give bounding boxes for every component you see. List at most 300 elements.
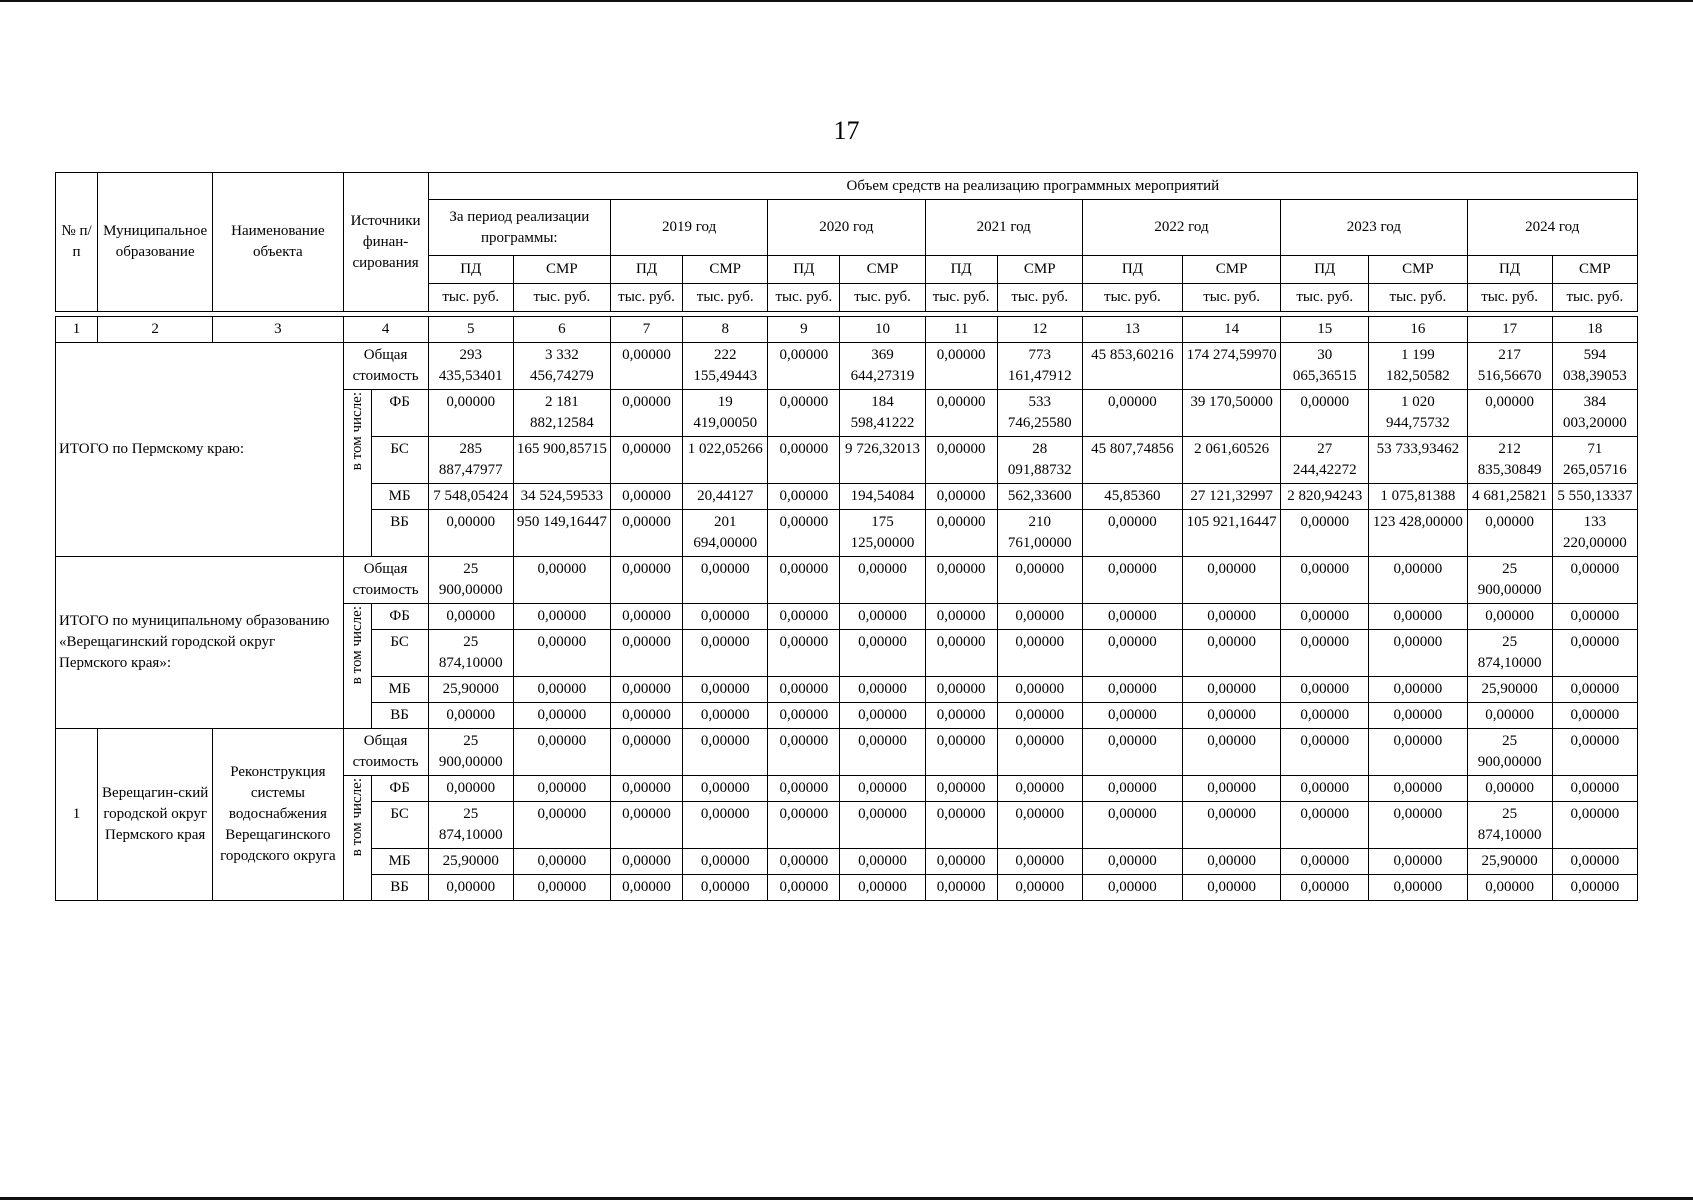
value-cell: 0,00000 — [997, 776, 1082, 802]
value-cell: 0,00000 — [925, 630, 997, 677]
source-label: МБ — [371, 484, 428, 510]
value-cell: 27 244,42272 — [1281, 437, 1369, 484]
header-pd: ПД — [768, 256, 840, 284]
value-cell: 19 419,00050 — [683, 390, 768, 437]
value-cell: 0,00000 — [768, 776, 840, 802]
value-cell: 285 887,47977 — [428, 437, 513, 484]
value-cell: 0,00000 — [768, 437, 840, 484]
value-cell: 0,00000 — [683, 604, 768, 630]
header-smr: СМР — [1183, 256, 1281, 284]
value-cell: 0,00000 — [1082, 875, 1182, 901]
source-label: Общая стоимость — [343, 557, 428, 604]
source-label: БС — [371, 630, 428, 677]
header-unit: тыс. руб. — [768, 284, 840, 312]
header-period: За период реализации программы: — [428, 200, 610, 256]
column-number: 4 — [343, 317, 428, 343]
value-cell: 0,00000 — [610, 437, 682, 484]
header-year: 2021 год — [925, 200, 1082, 256]
value-cell: 25,90000 — [428, 677, 513, 703]
value-cell: 1 199 182,50582 — [1369, 343, 1467, 390]
header-unit: тыс. руб. — [840, 284, 925, 312]
value-cell: 0,00000 — [1369, 677, 1467, 703]
value-cell: 0,00000 — [997, 557, 1082, 604]
value-cell: 25 874,10000 — [428, 802, 513, 849]
in-total-label: в том числе: — [348, 392, 365, 471]
value-cell: 0,00000 — [683, 557, 768, 604]
value-cell: 0,00000 — [1552, 849, 1637, 875]
column-number: 5 — [428, 317, 513, 343]
value-cell: 0,00000 — [840, 557, 925, 604]
value-cell: 0,00000 — [997, 849, 1082, 875]
value-cell: 0,00000 — [683, 849, 768, 875]
value-cell: 2 061,60526 — [1183, 437, 1281, 484]
value-cell: 45 807,74856 — [1082, 437, 1182, 484]
header-num: № п/п — [56, 173, 98, 312]
header-unit: тыс. руб. — [683, 284, 768, 312]
value-cell: 0,00000 — [1369, 875, 1467, 901]
value-cell: 0,00000 — [997, 677, 1082, 703]
value-cell: 25 900,00000 — [1467, 557, 1552, 604]
column-number: 10 — [840, 317, 925, 343]
object-number: 1 — [56, 729, 98, 901]
header-source: Источники финан-сирования — [343, 173, 428, 312]
value-cell: 0,00000 — [1467, 703, 1552, 729]
value-cell: 0,00000 — [428, 510, 513, 557]
value-cell: 0,00000 — [925, 557, 997, 604]
value-cell: 0,00000 — [610, 390, 682, 437]
value-cell: 184 598,41222 — [840, 390, 925, 437]
header-smr: СМР — [840, 256, 925, 284]
value-cell: 0,00000 — [1082, 510, 1182, 557]
source-label: ВБ — [371, 875, 428, 901]
value-cell: 0,00000 — [1369, 802, 1467, 849]
value-cell: 0,00000 — [1183, 703, 1281, 729]
header-pd: ПД — [1467, 256, 1552, 284]
value-cell: 0,00000 — [428, 875, 513, 901]
source-label: БС — [371, 802, 428, 849]
value-cell: 53 733,93462 — [1369, 437, 1467, 484]
value-cell: 0,00000 — [1369, 703, 1467, 729]
column-number: 17 — [1467, 317, 1552, 343]
column-number: 12 — [997, 317, 1082, 343]
value-cell: 4 681,25821 — [1467, 484, 1552, 510]
value-cell: 0,00000 — [1183, 557, 1281, 604]
value-cell: 105 921,16447 — [1183, 510, 1281, 557]
column-number: 9 — [768, 317, 840, 343]
value-cell: 0,00000 — [925, 703, 997, 729]
source-label: ВБ — [371, 510, 428, 557]
source-label: ФБ — [371, 776, 428, 802]
column-number: 13 — [1082, 317, 1182, 343]
value-cell: 0,00000 — [768, 484, 840, 510]
value-cell: 0,00000 — [513, 557, 610, 604]
value-cell: 194,54084 — [840, 484, 925, 510]
source-label: Общая стоимость — [343, 343, 428, 390]
value-cell: 0,00000 — [683, 677, 768, 703]
value-cell: 0,00000 — [1467, 875, 1552, 901]
object-municipality: Верещагин-ский городской округ Пермского края — [98, 729, 213, 901]
header-smr: СМР — [997, 256, 1082, 284]
value-cell: 0,00000 — [1281, 729, 1369, 776]
column-number-row — [56, 317, 1638, 343]
value-cell: 0,00000 — [840, 604, 925, 630]
value-cell: 0,00000 — [768, 510, 840, 557]
value-cell: 0,00000 — [768, 849, 840, 875]
column-number: 3 — [213, 317, 343, 343]
value-cell: 0,00000 — [1467, 604, 1552, 630]
block-total-label: ИТОГО по Пермскому краю: — [56, 343, 344, 557]
source-label: ФБ — [371, 604, 428, 630]
value-cell: 0,00000 — [840, 802, 925, 849]
value-cell: 0,00000 — [683, 802, 768, 849]
value-cell: 0,00000 — [683, 703, 768, 729]
value-cell: 0,00000 — [1281, 703, 1369, 729]
value-cell: 27 121,32997 — [1183, 484, 1281, 510]
value-cell: 0,00000 — [1183, 776, 1281, 802]
value-cell: 45,85360 — [1082, 484, 1182, 510]
header-pd: ПД — [428, 256, 513, 284]
value-cell: 25 874,10000 — [1467, 802, 1552, 849]
value-cell: 0,00000 — [1281, 510, 1369, 557]
value-cell: 0,00000 — [513, 875, 610, 901]
value-cell: 0,00000 — [1082, 802, 1182, 849]
value-cell: 25 874,10000 — [1467, 630, 1552, 677]
source-label: Общая стоимость — [343, 729, 428, 776]
header-unit: тыс. руб. — [997, 284, 1082, 312]
value-cell: 0,00000 — [925, 510, 997, 557]
header-unit: тыс. руб. — [1552, 284, 1637, 312]
value-cell: 0,00000 — [610, 776, 682, 802]
value-cell: 0,00000 — [840, 729, 925, 776]
value-cell: 0,00000 — [925, 776, 997, 802]
header-unit: тыс. руб. — [1369, 284, 1467, 312]
value-cell: 0,00000 — [997, 703, 1082, 729]
value-cell: 0,00000 — [428, 390, 513, 437]
value-cell: 25 900,00000 — [428, 729, 513, 776]
value-cell: 34 524,59533 — [513, 484, 610, 510]
value-cell: 0,00000 — [1552, 729, 1637, 776]
value-cell: 0,00000 — [1281, 557, 1369, 604]
header-unit: тыс. руб. — [513, 284, 610, 312]
value-cell: 0,00000 — [610, 484, 682, 510]
column-number: 7 — [610, 317, 682, 343]
header-smr: СМР — [1369, 256, 1467, 284]
value-cell: 0,00000 — [513, 802, 610, 849]
value-cell: 0,00000 — [1369, 729, 1467, 776]
value-cell: 0,00000 — [840, 630, 925, 677]
value-cell: 0,00000 — [1552, 677, 1637, 703]
header-unit: тыс. руб. — [1183, 284, 1281, 312]
value-cell: 0,00000 — [1552, 802, 1637, 849]
value-cell: 0,00000 — [513, 703, 610, 729]
value-cell: 0,00000 — [513, 729, 610, 776]
header-year: 2024 год — [1467, 200, 1638, 256]
value-cell: 1 022,05266 — [683, 437, 768, 484]
value-cell: 0,00000 — [1552, 875, 1637, 901]
in-total-cell — [343, 390, 371, 557]
value-cell: 0,00000 — [1281, 630, 1369, 677]
financing-table — [55, 172, 1638, 901]
value-cell: 0,00000 — [768, 802, 840, 849]
value-cell: 0,00000 — [513, 677, 610, 703]
value-cell: 0,00000 — [1082, 630, 1182, 677]
value-cell: 0,00000 — [1369, 849, 1467, 875]
value-cell: 0,00000 — [925, 484, 997, 510]
value-cell: 0,00000 — [1082, 729, 1182, 776]
value-cell: 212 835,30849 — [1467, 437, 1552, 484]
value-cell: 0,00000 — [1552, 776, 1637, 802]
block-total-label: ИТОГО по муниципальному образованию «Верещагинский городской округ Пермского края»: — [56, 557, 344, 729]
value-cell: 0,00000 — [925, 729, 997, 776]
column-number: 18 — [1552, 317, 1637, 343]
value-cell: 2 181 882,12584 — [513, 390, 610, 437]
value-cell: 0,00000 — [997, 729, 1082, 776]
value-cell: 0,00000 — [768, 630, 840, 677]
header-volume: Объем средств на реализацию программных мероприятий — [428, 173, 1637, 200]
value-cell: 0,00000 — [1281, 390, 1369, 437]
value-cell: 0,00000 — [1467, 510, 1552, 557]
value-cell: 0,00000 — [610, 557, 682, 604]
value-cell: 594 038,39053 — [1552, 343, 1637, 390]
in-total-label: в том числе: — [348, 606, 365, 685]
value-cell: 217 516,56670 — [1467, 343, 1552, 390]
column-number: 14 — [1183, 317, 1281, 343]
header-pd: ПД — [610, 256, 682, 284]
object-name: Реконструкция системы водоснабжения Верещагинского городского округа — [213, 729, 343, 901]
value-cell: 0,00000 — [925, 390, 997, 437]
header-pd: ПД — [1281, 256, 1369, 284]
value-cell: 25 874,10000 — [428, 630, 513, 677]
value-cell: 0,00000 — [1552, 557, 1637, 604]
value-cell: 0,00000 — [1281, 776, 1369, 802]
header-smr: СМР — [683, 256, 768, 284]
column-number: 16 — [1369, 317, 1467, 343]
value-cell: 0,00000 — [513, 776, 610, 802]
value-cell: 25,90000 — [428, 849, 513, 875]
value-cell: 0,00000 — [428, 703, 513, 729]
value-cell: 0,00000 — [997, 604, 1082, 630]
value-cell: 384 003,20000 — [1552, 390, 1637, 437]
value-cell: 210 761,00000 — [997, 510, 1082, 557]
value-cell: 0,00000 — [610, 849, 682, 875]
header-unit: тыс. руб. — [1467, 284, 1552, 312]
value-cell: 0,00000 — [925, 343, 997, 390]
in-total-cell — [343, 604, 371, 729]
value-cell: 0,00000 — [610, 343, 682, 390]
value-cell: 0,00000 — [925, 604, 997, 630]
value-cell: 5 550,13337 — [1552, 484, 1637, 510]
in-total-cell — [343, 776, 371, 901]
value-cell: 0,00000 — [1281, 849, 1369, 875]
value-cell: 123 428,00000 — [1369, 510, 1467, 557]
source-label: МБ — [371, 677, 428, 703]
value-cell: 0,00000 — [925, 802, 997, 849]
header-year: 2019 год — [610, 200, 767, 256]
value-cell: 950 149,16447 — [513, 510, 610, 557]
column-number: 2 — [98, 317, 213, 343]
value-cell: 0,00000 — [428, 776, 513, 802]
value-cell: 1 075,81388 — [1369, 484, 1467, 510]
value-cell: 0,00000 — [1183, 875, 1281, 901]
value-cell: 7 548,05424 — [428, 484, 513, 510]
header-year: 2020 год — [768, 200, 925, 256]
header-object: Наименование объекта — [213, 173, 343, 312]
value-cell: 174 274,59970 — [1183, 343, 1281, 390]
value-cell: 0,00000 — [1082, 703, 1182, 729]
value-cell: 201 694,00000 — [683, 510, 768, 557]
value-cell: 0,00000 — [1552, 604, 1637, 630]
value-cell: 0,00000 — [1183, 802, 1281, 849]
value-cell: 0,00000 — [768, 703, 840, 729]
value-cell: 562,33600 — [997, 484, 1082, 510]
value-cell: 25,90000 — [1467, 849, 1552, 875]
value-cell: 0,00000 — [768, 875, 840, 901]
value-cell: 369 644,27319 — [840, 343, 925, 390]
value-cell: 25 900,00000 — [428, 557, 513, 604]
value-cell: 222 155,49443 — [683, 343, 768, 390]
value-cell: 0,00000 — [610, 604, 682, 630]
column-number: 11 — [925, 317, 997, 343]
value-cell: 0,00000 — [1467, 390, 1552, 437]
value-cell: 0,00000 — [610, 875, 682, 901]
value-cell: 0,00000 — [925, 437, 997, 484]
value-cell: 1 020 944,75732 — [1369, 390, 1467, 437]
value-cell: 0,00000 — [1552, 703, 1637, 729]
source-label: БС — [371, 437, 428, 484]
table-row — [56, 343, 1638, 390]
value-cell: 0,00000 — [683, 630, 768, 677]
value-cell: 0,00000 — [840, 677, 925, 703]
value-cell: 0,00000 — [768, 604, 840, 630]
page-top-rule — [0, 0, 1693, 2]
source-label: ВБ — [371, 703, 428, 729]
value-cell: 0,00000 — [610, 510, 682, 557]
header-unit: тыс. руб. — [610, 284, 682, 312]
column-number: 15 — [1281, 317, 1369, 343]
value-cell: 71 265,05716 — [1552, 437, 1637, 484]
column-number: 1 — [56, 317, 98, 343]
value-cell: 0,00000 — [768, 677, 840, 703]
value-cell: 0,00000 — [840, 703, 925, 729]
value-cell: 0,00000 — [768, 343, 840, 390]
value-cell: 25,90000 — [1467, 677, 1552, 703]
value-cell: 0,00000 — [1369, 630, 1467, 677]
value-cell: 0,00000 — [1281, 604, 1369, 630]
header-pd: ПД — [925, 256, 997, 284]
value-cell: 0,00000 — [683, 776, 768, 802]
value-cell: 0,00000 — [1552, 630, 1637, 677]
value-cell: 45 853,60216 — [1082, 343, 1182, 390]
value-cell: 0,00000 — [768, 557, 840, 604]
header-municipality: Муниципальное образование — [98, 173, 213, 312]
value-cell: 20,44127 — [683, 484, 768, 510]
value-cell: 0,00000 — [1082, 557, 1182, 604]
value-cell: 0,00000 — [768, 390, 840, 437]
in-total-label: в том числе: — [348, 778, 365, 857]
value-cell: 773 161,47912 — [997, 343, 1082, 390]
value-cell: 0,00000 — [1183, 630, 1281, 677]
column-number: 6 — [513, 317, 610, 343]
value-cell: 0,00000 — [1183, 677, 1281, 703]
value-cell: 0,00000 — [428, 604, 513, 630]
header-year: 2022 год — [1082, 200, 1280, 256]
value-cell: 0,00000 — [1082, 604, 1182, 630]
table-row — [56, 729, 1638, 776]
header-unit: тыс. руб. — [925, 284, 997, 312]
value-cell: 0,00000 — [610, 729, 682, 776]
value-cell: 533 746,25580 — [997, 390, 1082, 437]
value-cell: 0,00000 — [513, 849, 610, 875]
value-cell: 30 065,36515 — [1281, 343, 1369, 390]
value-cell: 2 820,94243 — [1281, 484, 1369, 510]
value-cell: 0,00000 — [683, 875, 768, 901]
value-cell: 0,00000 — [1183, 604, 1281, 630]
header-unit: тыс. руб. — [1281, 284, 1369, 312]
value-cell: 28 091,88732 — [997, 437, 1082, 484]
value-cell: 0,00000 — [1467, 776, 1552, 802]
value-cell: 0,00000 — [610, 677, 682, 703]
source-label: ФБ — [371, 390, 428, 437]
header-pd: ПД — [1082, 256, 1182, 284]
value-cell: 0,00000 — [840, 776, 925, 802]
value-cell: 0,00000 — [1082, 776, 1182, 802]
value-cell: 0,00000 — [1082, 390, 1182, 437]
header-row — [56, 173, 1638, 200]
value-cell: 0,00000 — [513, 604, 610, 630]
value-cell: 0,00000 — [768, 729, 840, 776]
value-cell: 0,00000 — [1082, 677, 1182, 703]
value-cell: 0,00000 — [925, 677, 997, 703]
value-cell: 0,00000 — [1281, 677, 1369, 703]
value-cell: 0,00000 — [1183, 729, 1281, 776]
value-cell: 133 220,00000 — [1552, 510, 1637, 557]
value-cell: 0,00000 — [997, 875, 1082, 901]
value-cell: 0,00000 — [1082, 849, 1182, 875]
value-cell: 0,00000 — [1369, 776, 1467, 802]
header-unit: тыс. руб. — [1082, 284, 1182, 312]
header-smr: СМР — [513, 256, 610, 284]
value-cell: 0,00000 — [925, 875, 997, 901]
value-cell: 9 726,32013 — [840, 437, 925, 484]
value-cell: 0,00000 — [840, 875, 925, 901]
value-cell: 25 900,00000 — [1467, 729, 1552, 776]
value-cell: 0,00000 — [997, 802, 1082, 849]
value-cell: 0,00000 — [610, 802, 682, 849]
table-body — [56, 173, 1638, 901]
header-unit: тыс. руб. — [428, 284, 513, 312]
source-label: МБ — [371, 849, 428, 875]
header-year: 2023 год — [1281, 200, 1467, 256]
table-row — [56, 557, 1638, 604]
value-cell: 165 900,85715 — [513, 437, 610, 484]
value-cell: 0,00000 — [513, 630, 610, 677]
value-cell: 39 170,50000 — [1183, 390, 1281, 437]
value-cell: 0,00000 — [610, 703, 682, 729]
value-cell: 0,00000 — [1281, 802, 1369, 849]
value-cell: 0,00000 — [1369, 604, 1467, 630]
column-number: 8 — [683, 317, 768, 343]
value-cell: 293 435,53401 — [428, 343, 513, 390]
value-cell: 0,00000 — [610, 630, 682, 677]
value-cell: 3 332 456,74279 — [513, 343, 610, 390]
value-cell: 0,00000 — [925, 849, 997, 875]
value-cell: 0,00000 — [1369, 557, 1467, 604]
value-cell: 0,00000 — [683, 729, 768, 776]
value-cell: 175 125,00000 — [840, 510, 925, 557]
value-cell: 0,00000 — [997, 630, 1082, 677]
page-number: 17 — [833, 116, 860, 145]
value-cell: 0,00000 — [1183, 849, 1281, 875]
